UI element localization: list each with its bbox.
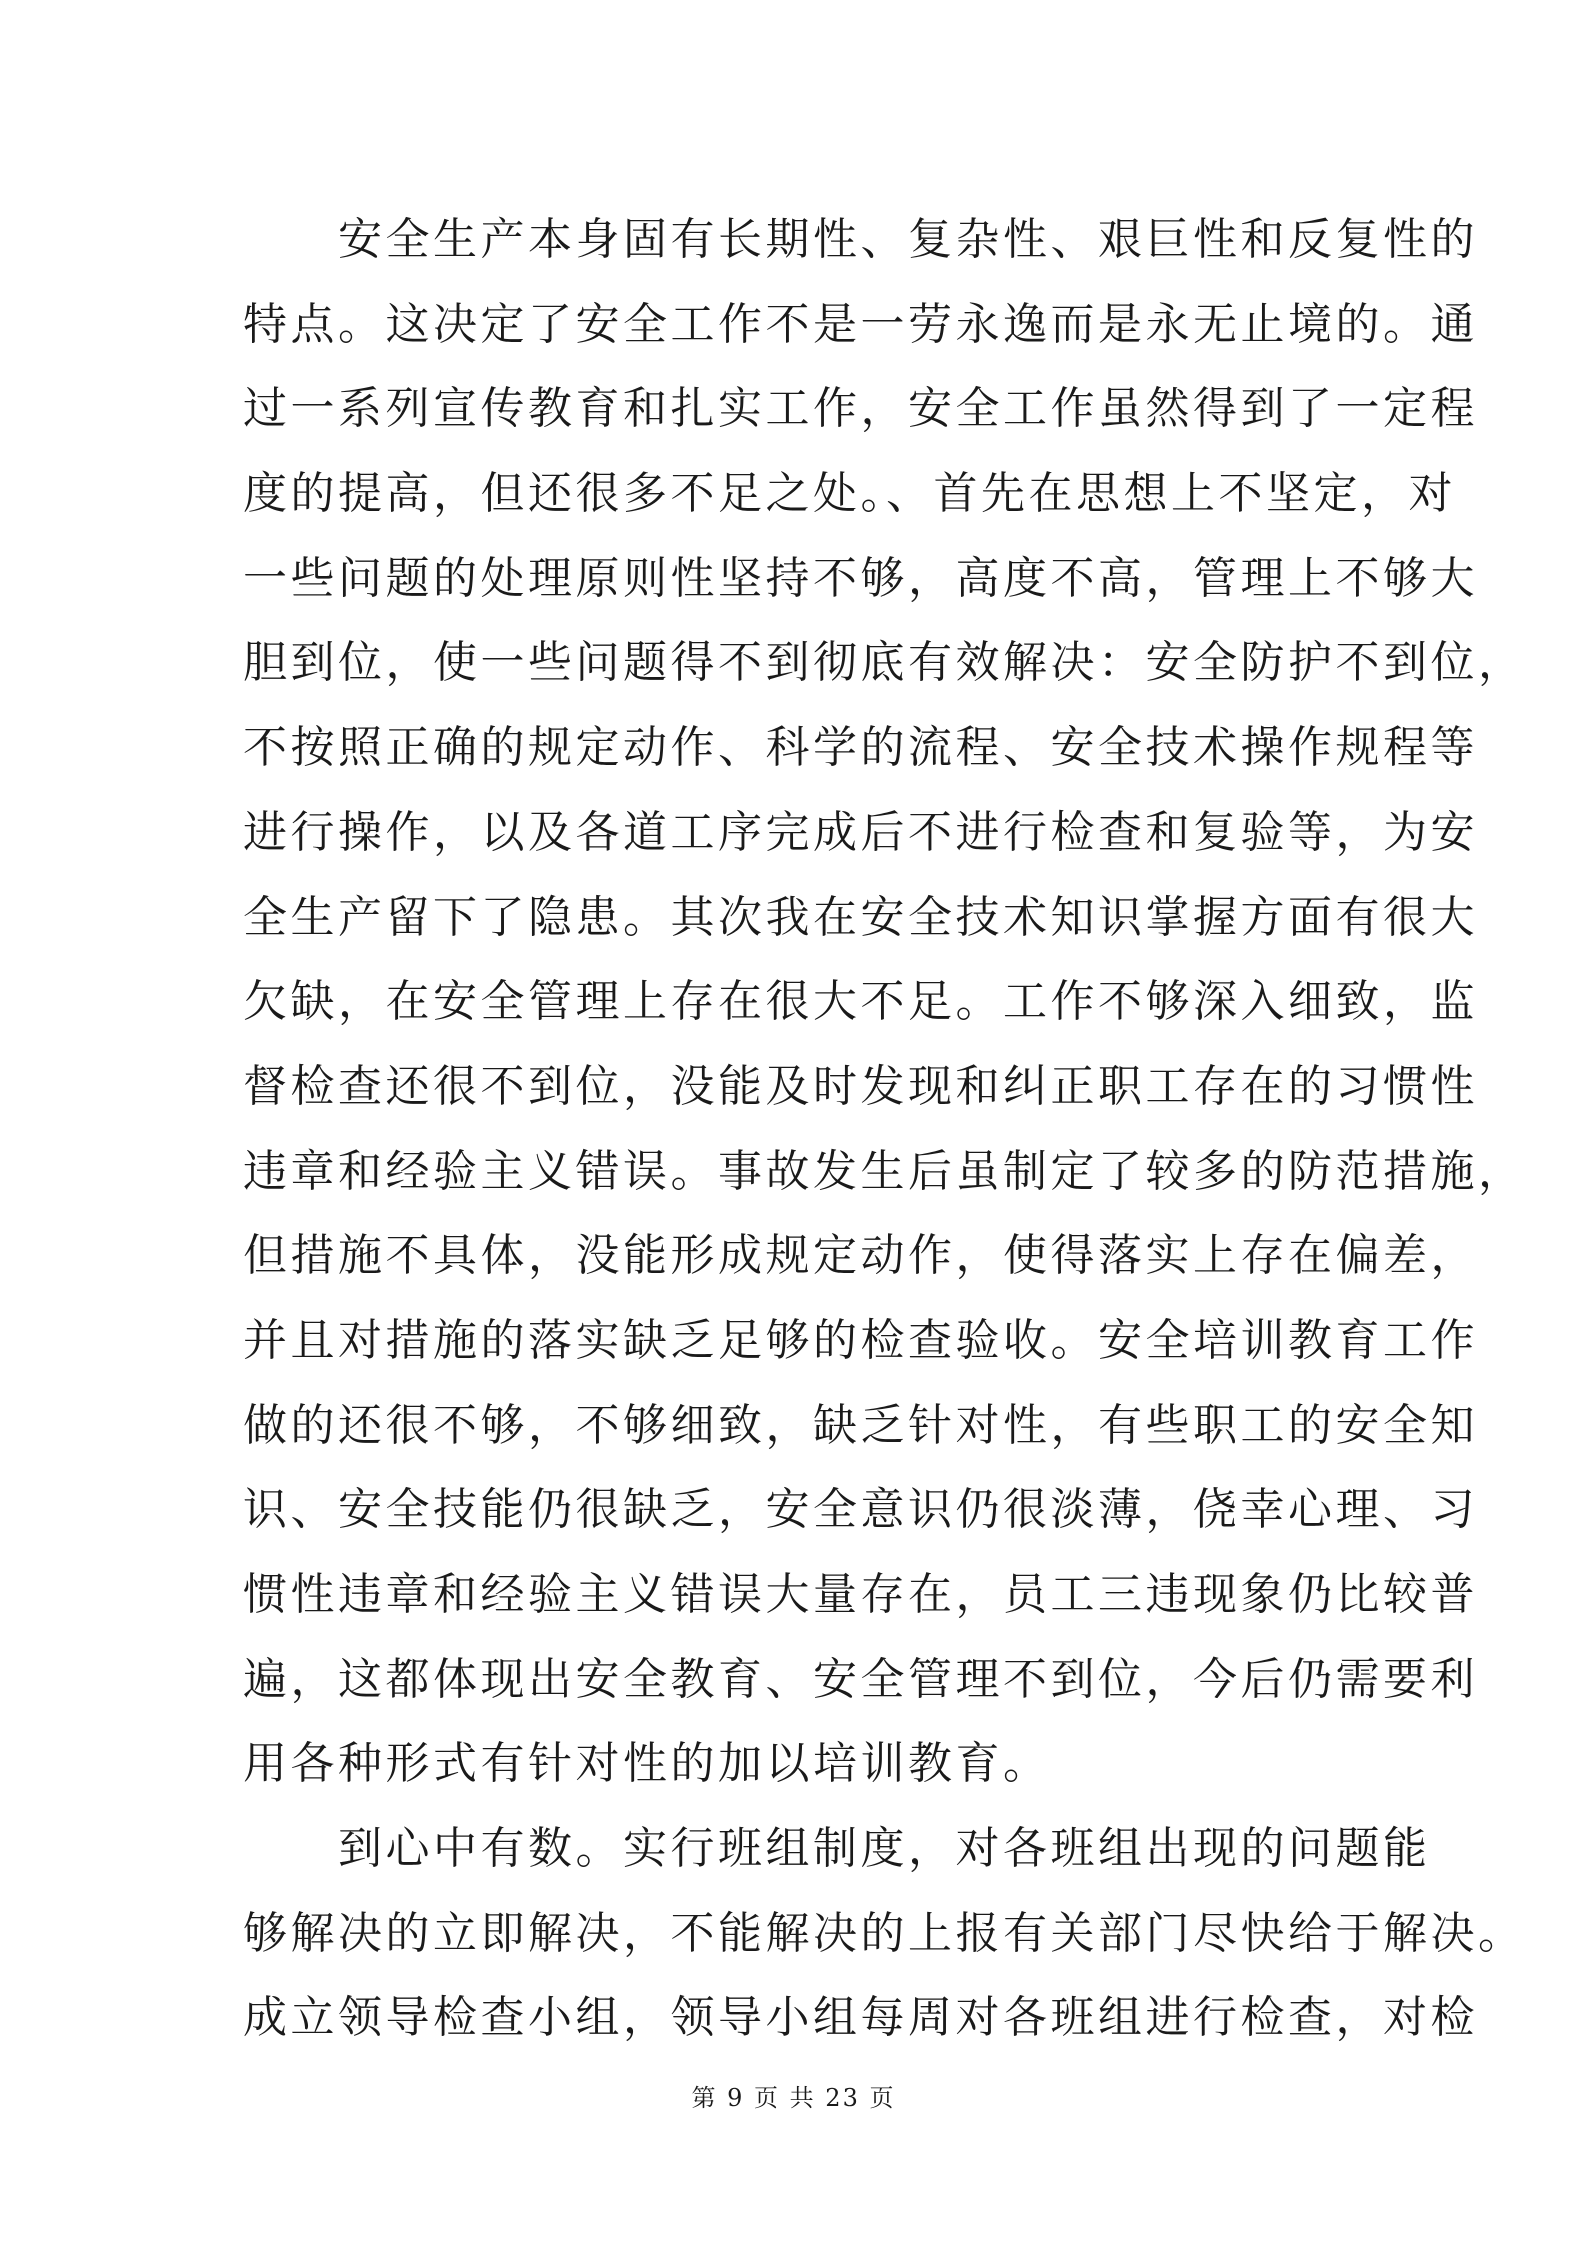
text-line: 违章和经验主义错误。事故发生后虽制定了较多的防范措施，: [243, 1145, 1526, 1197]
text-line: 全生产留下了隐患。其次我在安全技术知识掌握方面有很大: [243, 891, 1478, 943]
text-line: 做的还很不够，不够细致，缺乏针对性，有些职工的安全知: [243, 1399, 1478, 1451]
text-line: 安全生产本身固有长期性、复杂性、艰巨性和反复性的: [243, 214, 1478, 265]
page-number-footer: 第 9 页 共 23 页: [691, 2084, 896, 2112]
text-line: 过一系列宣传教育和扎实工作，安全工作虽然得到了一定程: [243, 383, 1478, 435]
text-line: 胆到位，使一些问题得不到彻底有效解决：安全防护不到位，: [243, 637, 1526, 689]
text-line: 够解决的立即解决，不能解决的上报有关部门尽快给于解决。: [243, 1907, 1526, 1959]
text-line: 欠缺，在安全管理上存在很大不足。工作不够深入细致，监: [243, 976, 1478, 1028]
text-line: 特点。这决定了安全工作不是一劳永逸而是永无止境的。通: [243, 298, 1478, 350]
text-line: 一些问题的处理原则性坚持不够，高度不高，管理上不够大: [243, 552, 1478, 604]
text-line: 到心中有数。实行班组制度，对各班组出现的问题能: [243, 1823, 1431, 1875]
text-line: 并且对措施的落实缺乏足够的检查验收。安全培训教育工作: [243, 1314, 1478, 1366]
text-line: 惯性违章和经验主义错误大量存在，员工三违现象仍比较普: [243, 1569, 1478, 1620]
text-line: 成立领导检查小组，领导小组每周对各班组进行检查，对检: [243, 1992, 1478, 2044]
body-text: [243, 198, 1526, 2061]
text-line: 不按照正确的规定动作、科学的流程、安全技术操作规程等: [243, 722, 1478, 774]
text-line: 识、安全技能仍很缺乏，安全意识仍很淡薄，侥幸心理、习: [243, 1484, 1478, 1536]
text-line: 进行操作，以及各道工序完成后不进行检查和复验等，为安: [243, 806, 1478, 858]
text-line: 但措施不具体，没能形成规定动作，使得落实上存在偏差，: [243, 1230, 1478, 1282]
text-line: 遍，这都体现出安全教育、安全管理不到位，今后仍需要利: [243, 1653, 1478, 1705]
text-line: 督检查还很不到位，没能及时发现和纠正职工存在的习惯性: [243, 1060, 1478, 1112]
text-line: 度的提高，但还很多不足之处。、首先在思想上不坚定，对: [243, 468, 1456, 520]
text-line: 用各种形式有针对性的加以培训教育。: [243, 1738, 1051, 1790]
